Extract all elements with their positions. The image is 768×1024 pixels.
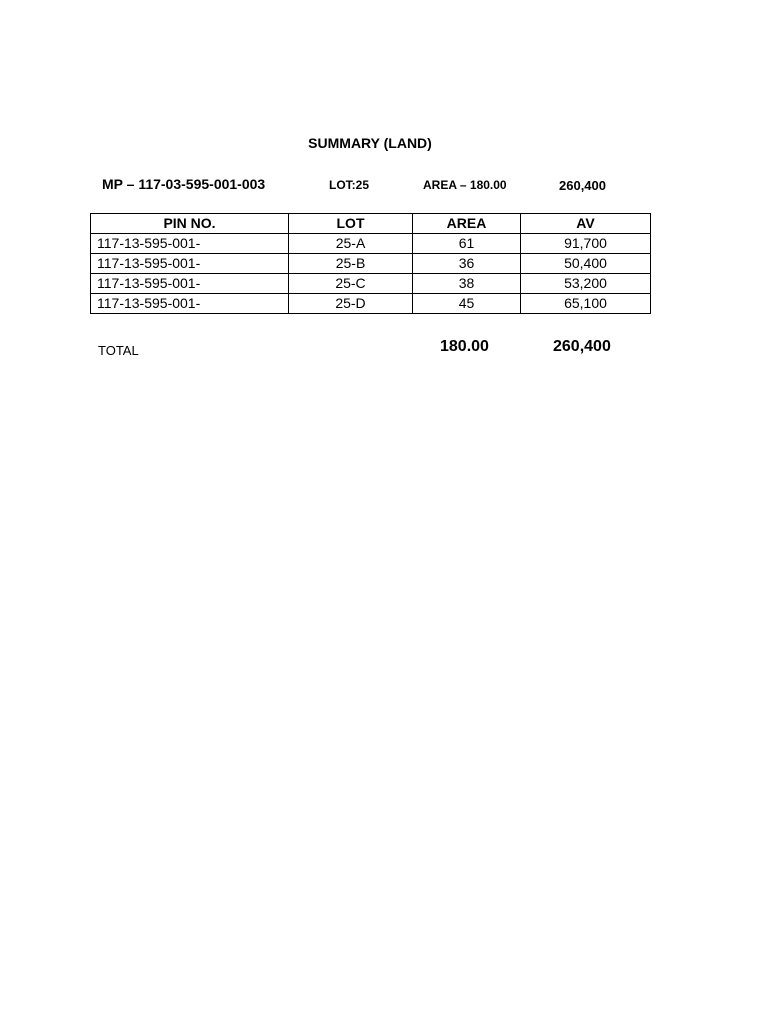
total-label: TOTAL xyxy=(98,343,139,358)
table-header-row xyxy=(91,214,651,234)
av-cell: 50,400 xyxy=(521,254,651,274)
area-cell: 36 xyxy=(413,254,521,274)
av-cell: 65,100 xyxy=(521,294,651,314)
area-cell: 61 xyxy=(413,234,521,254)
pin-cell: 117-13-595-001- xyxy=(91,274,289,294)
lot-number: LOT:25 xyxy=(329,178,370,192)
av-cell: 91,700 xyxy=(521,234,651,254)
document-title: SUMMARY (LAND) xyxy=(308,135,432,151)
lot-cell: 25-A xyxy=(289,234,413,254)
total-area-info: AREA – 180.00 xyxy=(423,178,507,192)
lot-cell: 25-C xyxy=(289,274,413,294)
table-row xyxy=(91,254,651,274)
total-row xyxy=(0,338,768,362)
av-cell: 53,200 xyxy=(521,274,651,294)
area-cell: 45 xyxy=(413,294,521,314)
total-av: 260,400 xyxy=(553,338,611,355)
pin-cell: 117-13-595-001- xyxy=(91,254,289,274)
area-cell: 38 xyxy=(413,274,521,294)
pin-cell: 117-13-595-001- xyxy=(91,294,289,314)
lot-cell: 25-D xyxy=(289,294,413,314)
summary-table xyxy=(90,213,651,314)
table-row xyxy=(91,274,651,294)
master-plan-info xyxy=(0,176,768,196)
table-row xyxy=(91,294,651,314)
lot-cell: 25-B xyxy=(289,254,413,274)
column-header-area: AREA xyxy=(413,214,521,234)
column-header-pin: PIN NO. xyxy=(91,214,289,234)
pin-cell: 117-13-595-001- xyxy=(91,234,289,254)
master-plan-number: MP – 117-03-595-001-003 xyxy=(102,176,266,192)
column-header-av: AV xyxy=(521,214,651,234)
assessed-value-info: 260,400 xyxy=(559,178,606,193)
total-area: 180.00 xyxy=(440,338,489,355)
table-row xyxy=(91,234,651,254)
column-header-lot: LOT xyxy=(289,214,413,234)
